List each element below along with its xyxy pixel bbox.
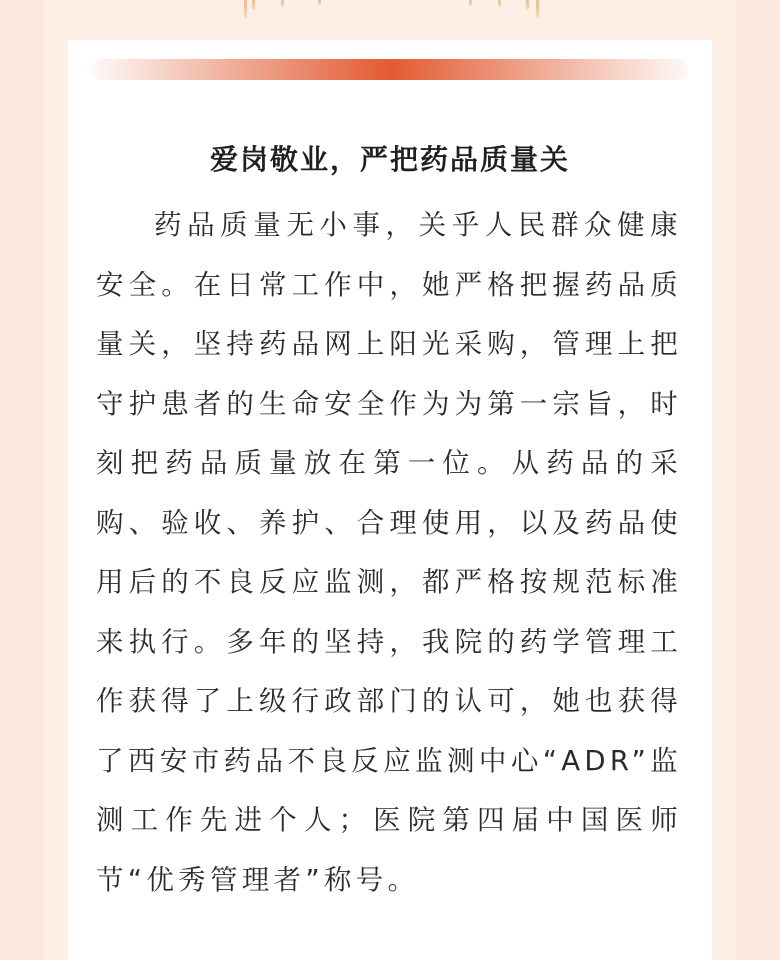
- hanging-ornament: [252, 0, 255, 10]
- article-paragraph: 药品质量无小事，关乎人民群众健康安全。在日常工作中，她严格把握药品质量关，坚持药品网上阳光采购，管理上把守护患者的生命安全作为为第一宗旨，时刻把药品质量放在第一位。从药品的采购、验收、养护、合理使用，以及药品使用后的不良反应监测，都严格按规范标准来执行。多年的坚持，我院的药学管理工作获得了上级行政部门的认可，她也获得了西安市药品不良反应监测中心“ADR”监测工作先进个人；医院第四届中国医师节“优秀管理者”称号。: [96, 209, 682, 896]
- left-margin-band: [0, 0, 44, 960]
- hanging-ornament: [526, 0, 529, 10]
- article-heading: 爱岗敬业，严把药品质量关: [209, 143, 570, 176]
- right-margin-band: [736, 0, 780, 960]
- hanging-ornament: [281, 0, 284, 7]
- hanging-ornament: [244, 0, 247, 18]
- hanging-ornament: [318, 0, 321, 5]
- hanging-ornament: [536, 0, 539, 18]
- gradient-divider: [92, 59, 688, 80]
- hanging-ornament: [498, 0, 501, 7]
- hanging-ornament: [469, 0, 472, 6]
